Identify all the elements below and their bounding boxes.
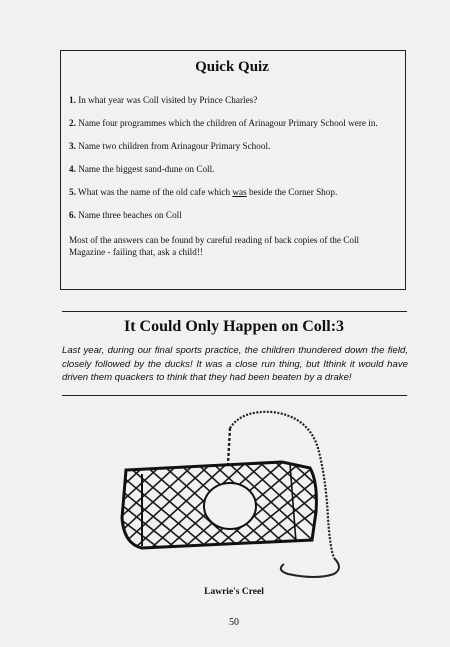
creel-opening [204,483,256,529]
quiz-question-4 [69,163,395,175]
quiz-question-6 [69,209,395,221]
article-body: Last year, during our final sports practice, the children thundered down the field, closely followed by the ducks! It was a close run thing, but Ithink it would have driven them quackers to think that they had been beaten by a drake! [62,345,408,383]
question-number: 2. [69,118,76,128]
underlined-word: was [232,187,247,197]
quiz-title: Quick Quiz [195,59,269,75]
question-text: Name three beaches on Coll [78,210,182,220]
quiz-question-5 [69,186,395,198]
question-number: 6. [69,210,76,220]
quiz-question-3 [69,140,395,152]
quiz-question-2 [69,117,395,129]
hook-icon [281,558,339,577]
quick-quiz-box [60,50,406,290]
divider-top [62,311,407,312]
question-text-end: beside the Corner Shop. [246,187,338,197]
divider-bottom [62,395,407,396]
question-text: What was the name of the old cafe which [78,187,233,197]
illustration-caption: Lawrie's Creel [204,587,264,597]
question-text: Name two children from Arinagour Primary School. [78,141,271,151]
question-text: Name the biggest sand-dune on Coll. [78,164,215,174]
creel-illustration [112,408,348,580]
question-number: 4. [69,164,76,174]
quiz-footer-note: Most of the answers can be found by careful reading of back copies of the Coll Magazine - failing that, ask a child!! [69,235,360,257]
question-text: In what year was Coll visited by Prince Charles? [78,95,258,105]
page-number: 50 [229,617,239,628]
chain-line [228,428,230,464]
question-number: 1. [69,95,76,105]
question-number: 3. [69,141,76,151]
article-heading: It Could Only Happen on Coll:3 [123,318,345,335]
quiz-question-1 [69,94,395,106]
question-text: Name four programmes which the children of Arinagour Primary School were in. [78,118,378,128]
question-number: 5. [69,187,76,197]
